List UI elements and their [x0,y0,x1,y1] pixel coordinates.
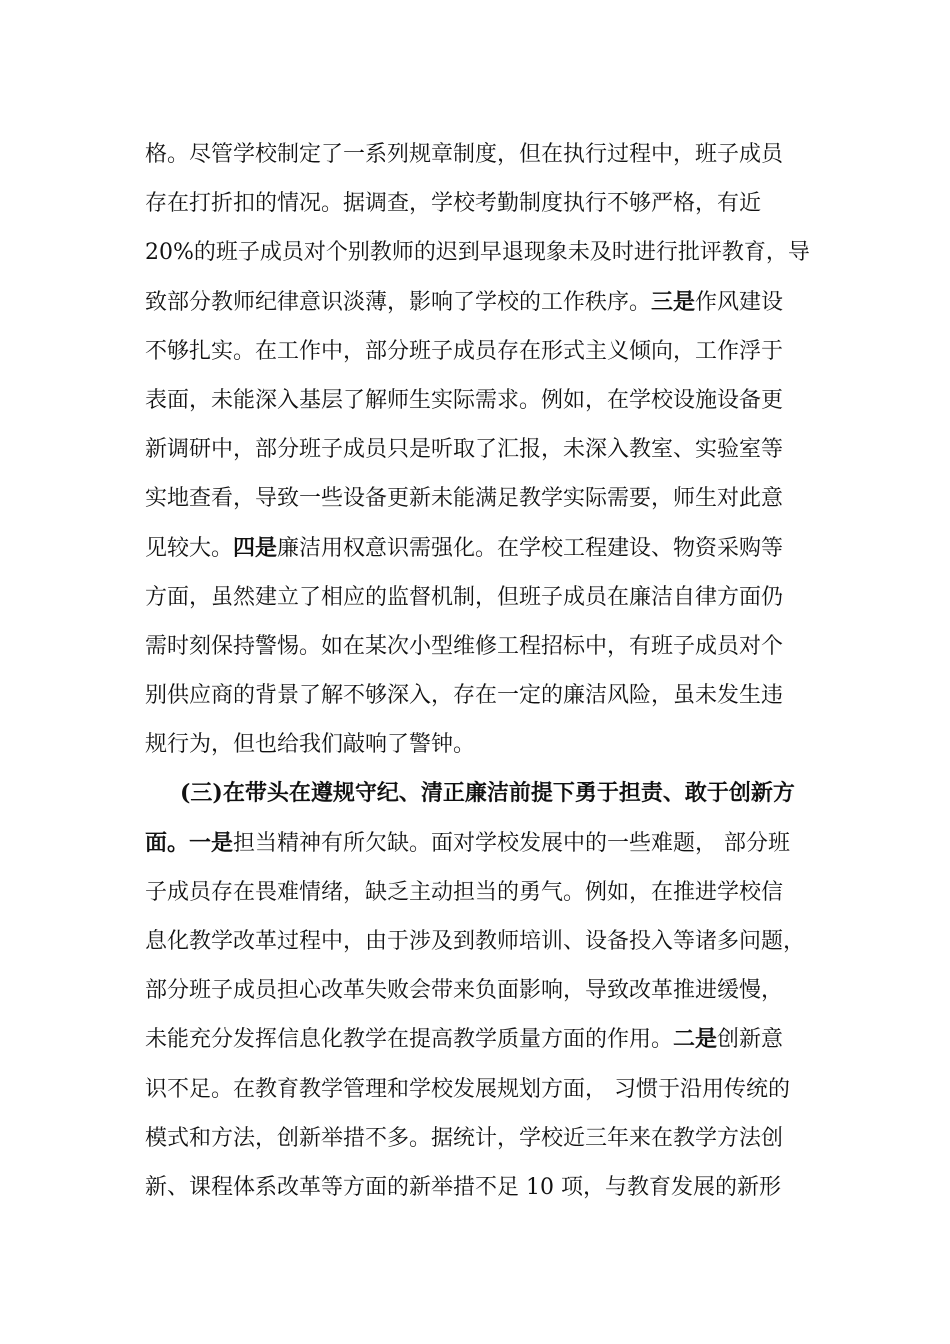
emphasis-si-shi: 四是 [233,534,278,561]
emphasis-yi-shi: 一是 [189,829,234,856]
section-heading-end: 面。 [145,829,190,856]
text-line: 致部分教师纪律意识淡薄，影响了学校的工作秩序。三是作风建设 [145,288,784,315]
text-line: 方面，虽然建立了相应的监督机制，但班子成员在廉洁自律方面仍 [145,584,784,610]
emphasis-san-shi: 三是 [651,288,696,315]
body-text [145,130,815,1212]
text-line: 存在打折扣的情况。据调查，学校考勤制度执行不够严格，有近 [145,191,762,217]
text-line: 20%的班子成员对个别教师的迟到早退现象未及时进行批评教育，导 [145,240,810,266]
text-line: 格。尽管学校制定了一系列规章制度，但在执行过程中，班子成员 [145,142,784,167]
text-line: 面。一是担当精神有所欠缺。面对学校发展中的一些难题， 部分班 [145,829,791,856]
text-line: 规行为，但也给我们敲响了警钟。 [145,732,476,758]
text-line: 需时刻保持警惕。如在某次小型维修工程招标中，有班子成员对个 [145,633,784,659]
text-line: 子成员存在畏难情绪，缺乏主动担当的勇气。例如，在推进学校信 [145,879,784,905]
text-line: 实地查看，导致一些设备更新未能满足教学实际需要，师生对此意 [145,486,784,512]
text-line: 别供应商的背景了解不够深入，存在一定的廉洁风险，虽未发生违 [145,683,784,709]
text-line: 新、课程体系改革等方面的新举措不足 10 项，与教育发展的新形 [145,1174,781,1200]
emphasis-er-shi: 二是 [673,1026,718,1053]
text-line: 模式和方法，创新举措不多。据统计，学校近三年来在教学方法创 [145,1125,784,1151]
text-line: 未能充分发挥信息化教学在提高教学质量方面的作用。二是创新意 [145,1026,784,1053]
text-line: 息化教学改革过程中，由于涉及到教师培训、设备投入等诸多问题， [145,929,806,954]
section-heading: (三)在带头在遵规守纪、清正廉洁前提下勇于担责、敢于创新方 [180,780,795,807]
text-line: 不够扎实。在工作中，部分班子成员存在形式主义倾向，工作浮于 [145,338,784,364]
text-line: 新调研中，部分班子成员只是听取了汇报，未深入教室、实验室等 [145,437,784,463]
text-line: 见较大。四是廉洁用权意识需强化。在学校工程建设、物资采购等 [145,534,784,561]
text-line: 识不足。在教育教学管理和学校发展规划方面， 习惯于沿用传统的 [145,1076,790,1102]
text-line: 表面，未能深入基层了解师生实际需求。例如，在学校设施设备更 [145,387,784,413]
text-line: 部分班子成员担心改革失败会带来负面影响，导致改革推进缓慢， [145,978,784,1004]
